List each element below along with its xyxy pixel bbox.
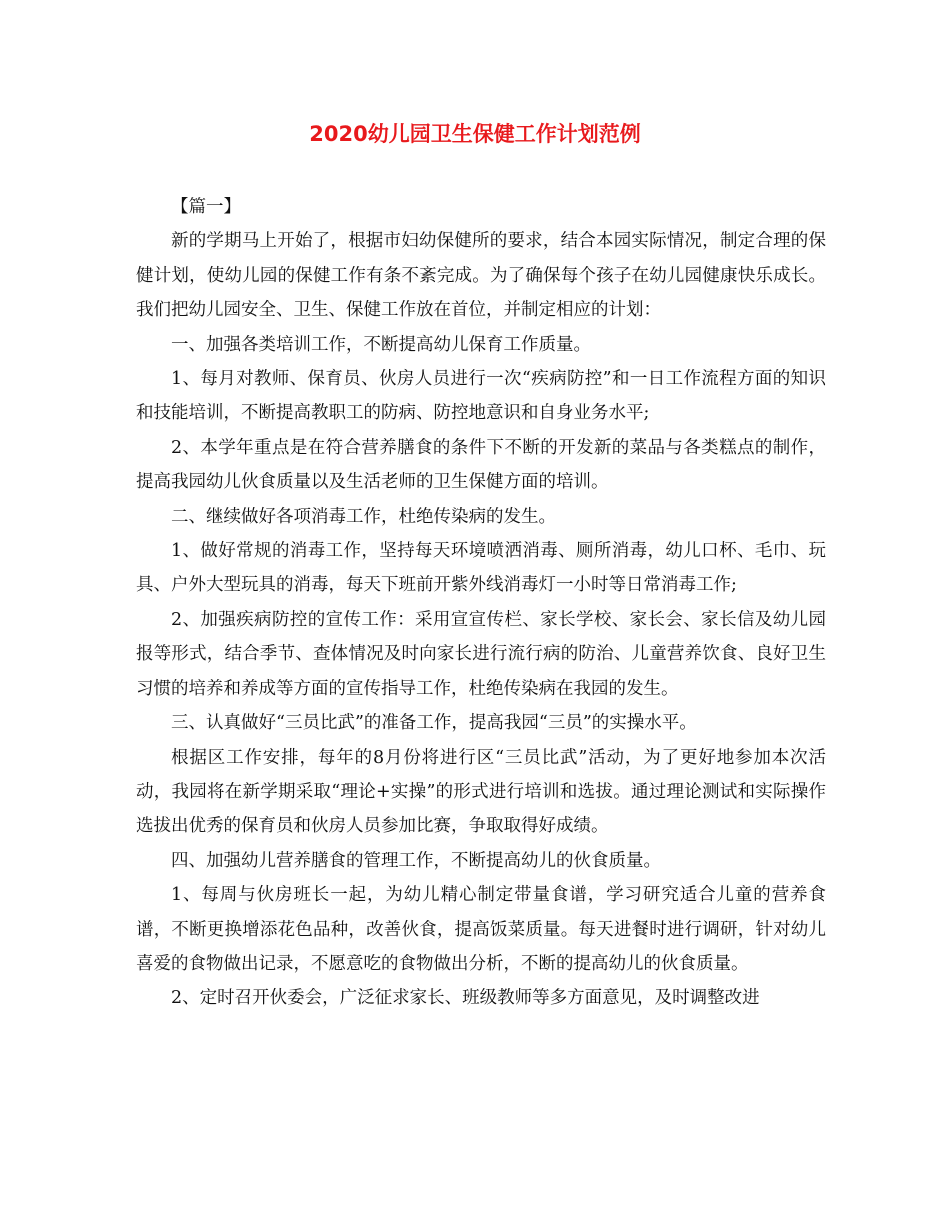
- heading-3: 三、认真做好“三员比武”的准备工作，提高我园“三员”的实操水平。: [171, 713, 697, 734]
- heading-4: 四、加强幼儿营养膳食的管理工作，不断提高幼儿的伙食质量。: [171, 850, 661, 871]
- paragraph-1-2: 2、本学年重点是在符合营养膳食的条件下不断的开发新的菜品与各类糕点的制作，提高我园幼儿伙食质量以及生活老师的卫生保健方面的培训。: [136, 437, 826, 493]
- paragraph-1-1: 1、每月对教师、保育员、伙房人员进行一次“疾病防控”和一日工作流程方面的知识和技能培训，不断提高教职工的防病、防控地意识和自身业务水平;: [136, 369, 826, 424]
- paragraph-4-1: 1、每周与伙房班长一起，为幼儿精心制定带量食谱，学习研究适合儿童的营养食谱，不断更换增添花色品种，改善伙食，提高饭菜质量。每天进餐时进行调研，针对幼儿喜爱的食物做出记录，不愿意吃的食物做出分析，不断的提高幼儿的伙食质量。: [136, 885, 826, 974]
- section-label: 【篇一】: [171, 197, 241, 217]
- paragraph-2-1: 1、做好常规的消毒工作，坚持每天环境喷洒消毒、厕所消毒，幼儿口杯、毛巾、玩具、户外大型玩具的消毒，每天下班前开紫外线消毒灯一小时等日常消毒工作;: [136, 541, 826, 596]
- paragraph-4-2: 2、定时召开伙委会，广泛征求家长、班级教师等多方面意见，及时调整改进: [171, 988, 760, 1009]
- document-body: [136, 190, 826, 1016]
- heading-1: 一、加强各类培训工作，不断提高幼儿保育工作质量。: [171, 334, 591, 355]
- heading-2: 二、继续做好各项消毒工作，杜绝传染病的发生。: [171, 506, 556, 527]
- paragraph-3-1: 根据区工作安排，每年的8月份将进行区“三员比武”活动，为了更好地参加本次活动，我园将在新学期采取“理论+实操”的形式进行培训和选拔。通过理论测试和实际操作选拔出优秀的保育员和伙房人员参加比赛，争取取得好成绩。: [136, 747, 826, 837]
- intro-paragraph: 新的学期马上开始了，根据市妇幼保健所的要求，结合本园实际情况，制定合理的保健计划，使幼儿园的保健工作有条不紊完成。为了确保每个孩子在幼儿园健康快乐成长。我们把幼儿园安全、卫生、保健工作放在首位，并制定相应的计划：: [136, 231, 826, 321]
- document-title: 2020幼儿园卫生保健工作计划范例: [309, 122, 641, 146]
- paragraph-2-2: 2、加强疾病防控的宣传工作：采用宣宣传栏、家长学校、家长会、家长信及幼儿园报等形式，结合季节、查体情况及时向家长进行流行病的防治、儿童营养饮食、良好卫生习惯的培养和养成等方面的宣传指导工作，杜绝传染病在我园的发生。: [136, 609, 826, 699]
